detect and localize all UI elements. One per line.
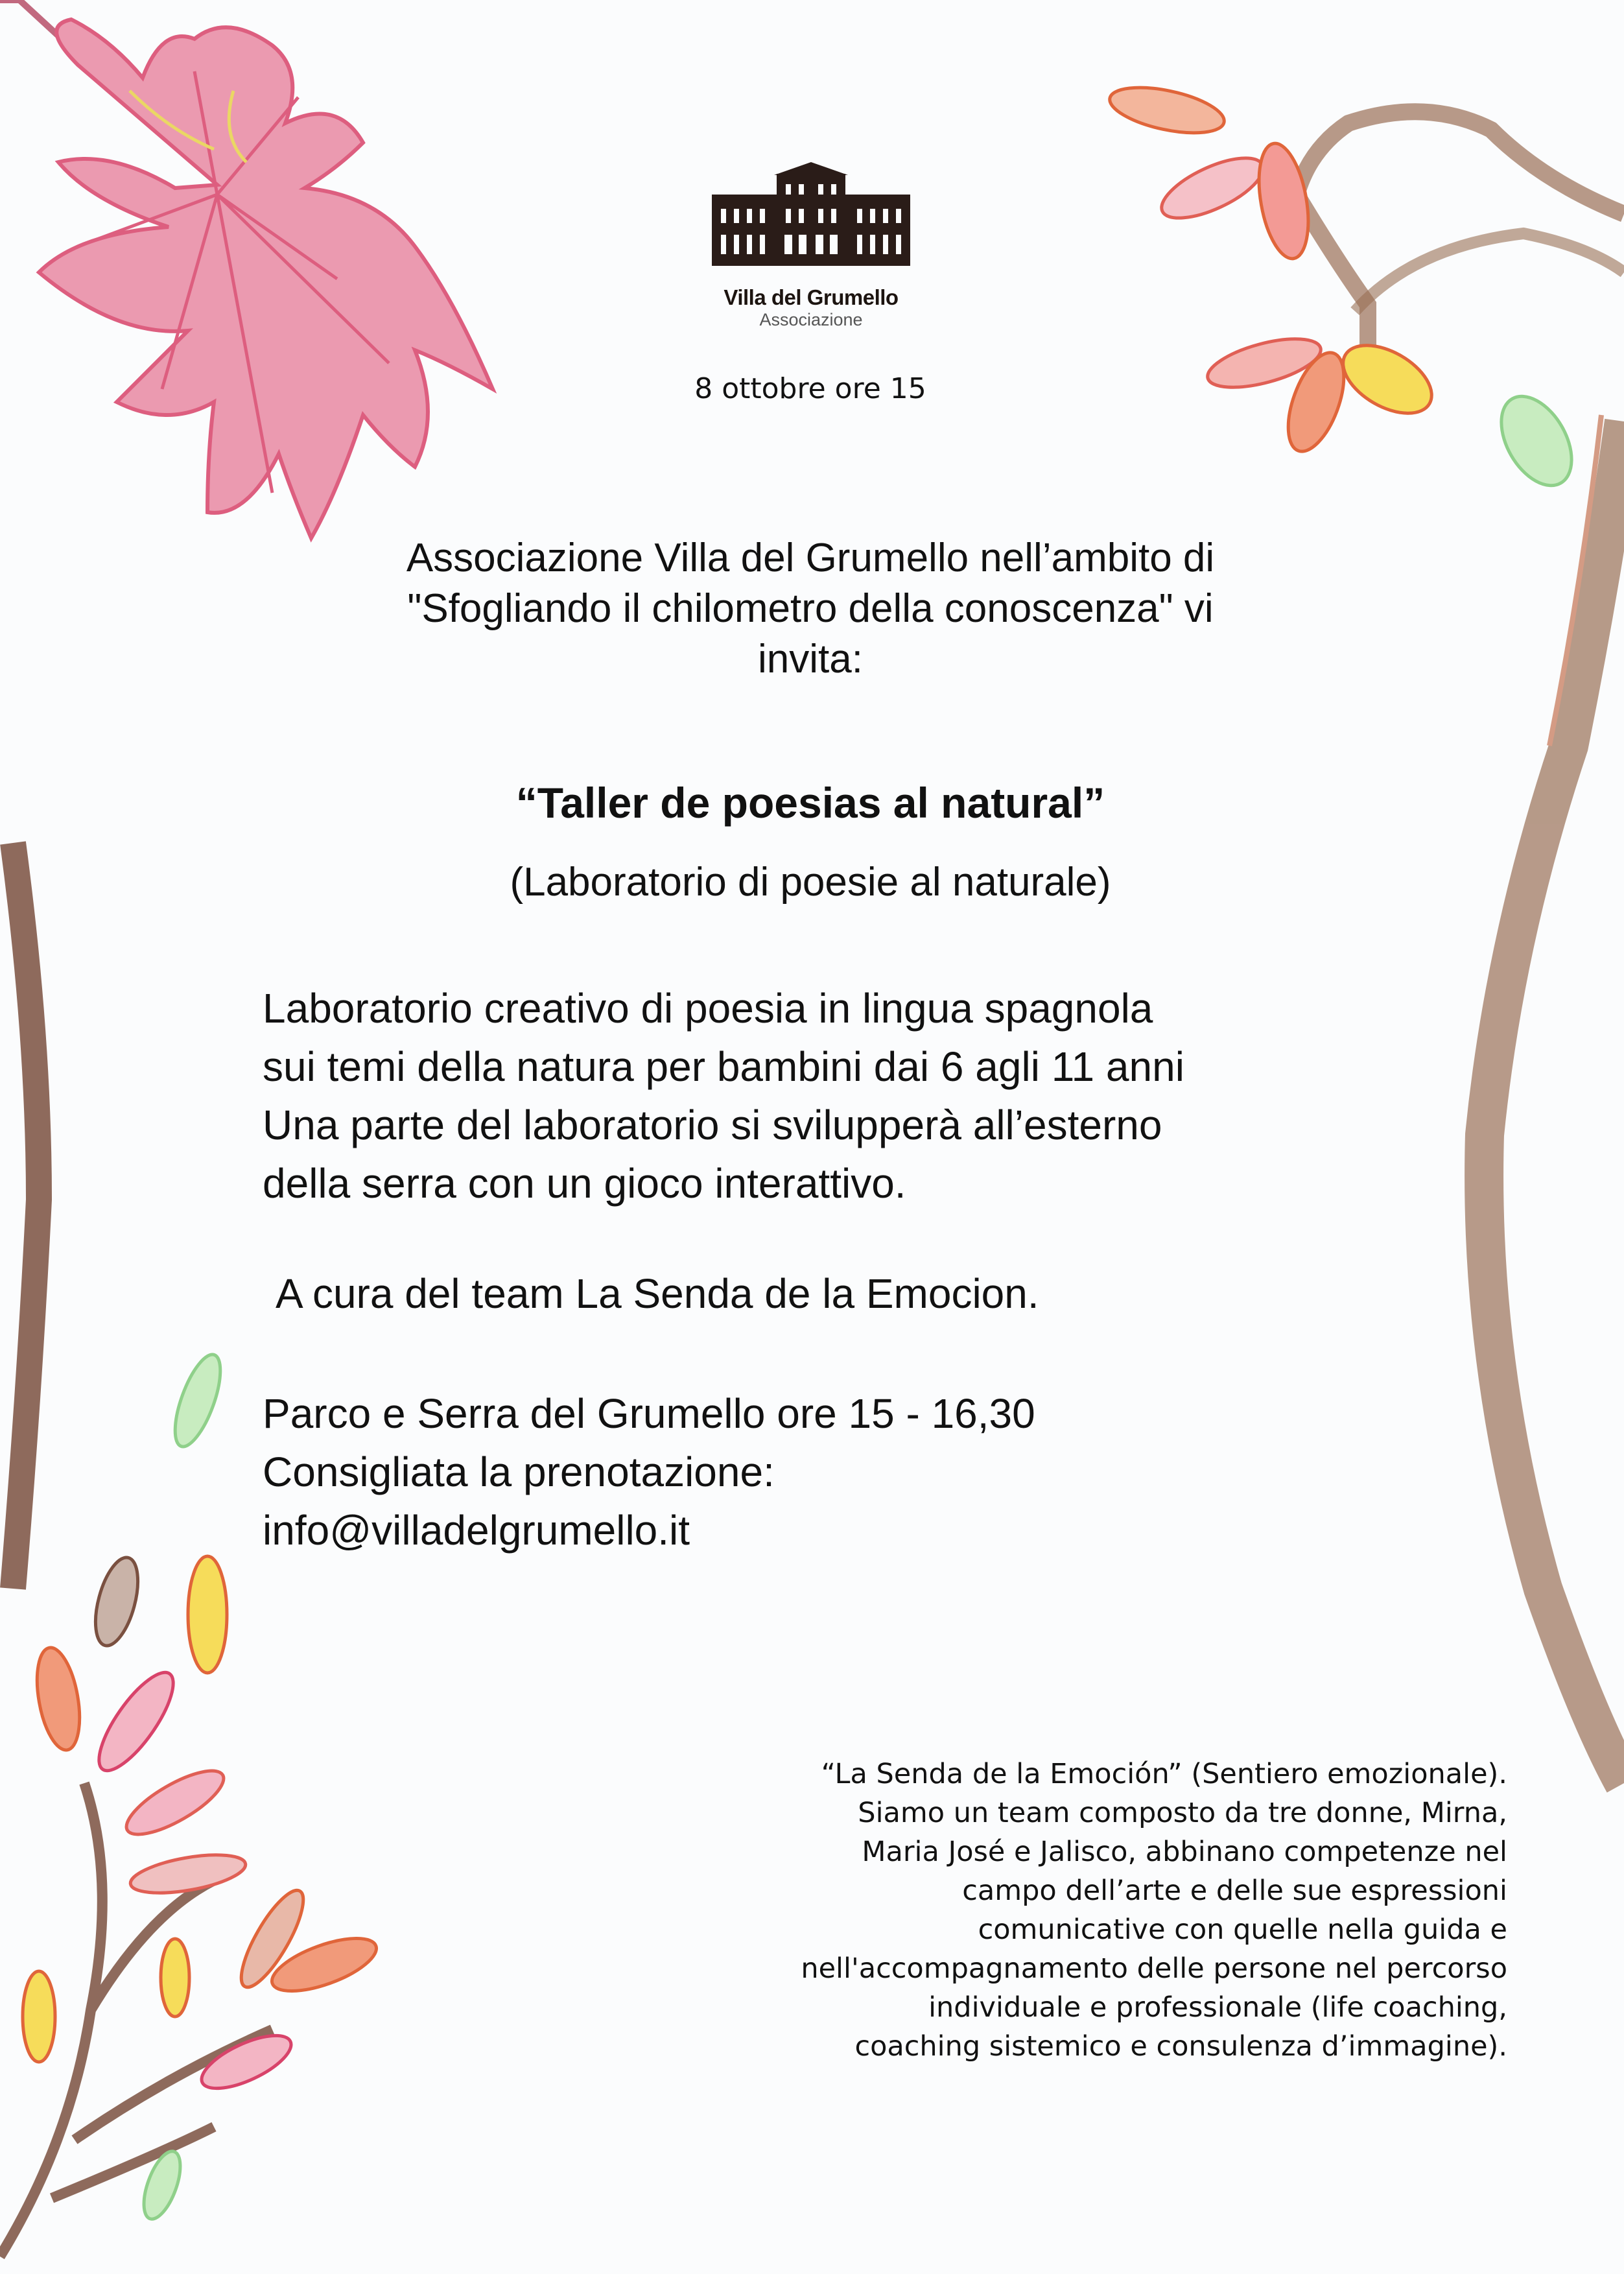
about-line: nell'accompagnamento delle persone nel percorso — [801, 1952, 1507, 1985]
leaf-icon — [87, 1663, 185, 1781]
description-line: Laboratorio creativo di poesia in lingua spagnola — [263, 985, 1153, 1032]
leaf-icon — [23, 1971, 55, 2062]
intro-line: Associazione Villa del Grumello nell’ambito di — [406, 536, 1215, 580]
event-title: “Taller de poesias al natural” — [515, 779, 1105, 827]
location-time: Parco e Serra del Grumello ore 15 - 16,30 — [263, 1390, 1035, 1437]
logo — [712, 162, 910, 340]
villa-building-icon — [712, 162, 910, 266]
description-line: della serra con un gioco interattivo. — [263, 1160, 906, 1207]
leaf-icon — [166, 1349, 229, 1452]
booking-note: Consigliata la prenotazione: — [263, 1449, 775, 1495]
leaf-icon — [1153, 146, 1271, 230]
leaf-icon — [188, 1556, 227, 1673]
contact-email[interactable]: info@villadelgrumello.it — [263, 1507, 690, 1554]
description-line: Una parte del laboratorio si svilupperà all’esterno — [263, 1102, 1162, 1148]
top-right-branch — [1106, 79, 1624, 498]
leaf-icon — [88, 1553, 146, 1650]
curated-by: A cura del team La Senda de la Emocion. — [276, 1270, 1039, 1317]
intro-text — [227, 533, 1394, 685]
logo-name: Villa del Grumello — [724, 285, 899, 309]
event-description — [263, 979, 1365, 1213]
about-line: Siamo un team composto da tre donne, Mirna, — [858, 1797, 1507, 1829]
left-tree-trunk — [13, 843, 39, 1589]
about-line: campo dell’arte e delle sue espressioni — [962, 1875, 1507, 1907]
description-line: sui temi della natura per bambini dai 6 agli 11 anni — [263, 1043, 1184, 1090]
logo-subtitle: Associazione — [759, 310, 863, 329]
leaf-icon — [161, 1939, 189, 2017]
bottom-left-branch — [0, 1553, 382, 2256]
about-line: comunicative con quelle nella guida e — [978, 1913, 1507, 1946]
leaf-icon — [1106, 79, 1229, 141]
leaf-icon — [118, 1759, 231, 1845]
about-line: Maria José e Jalisco, abbinano competenze nel — [862, 1836, 1507, 1868]
intro-line: "Sfogliando il chilometro della conoscenza" vi — [407, 586, 1214, 631]
leaf-icon — [1332, 331, 1443, 427]
intro-line: invita: — [758, 637, 863, 681]
pink-maple-leaf-icon — [0, 0, 493, 538]
event-date-time: 8 ottobre ore 15 — [694, 372, 926, 405]
event-info — [263, 1384, 1035, 1559]
leaf-icon — [30, 1644, 87, 1753]
event-subtitle: (Laboratorio di poesie al naturale) — [510, 860, 1111, 905]
about-line: coaching sistemico e consulenza d’immagine). — [854, 2030, 1507, 2063]
about-line: individuale e professionale (life coaching, — [928, 1991, 1507, 2024]
about-team — [535, 1755, 1507, 2066]
leaf-icon — [1487, 385, 1586, 498]
about-line: “La Senda de la Emoción” (Sentiero emozionale). — [821, 1758, 1507, 1790]
right-tree-trunk — [1484, 415, 1624, 1783]
